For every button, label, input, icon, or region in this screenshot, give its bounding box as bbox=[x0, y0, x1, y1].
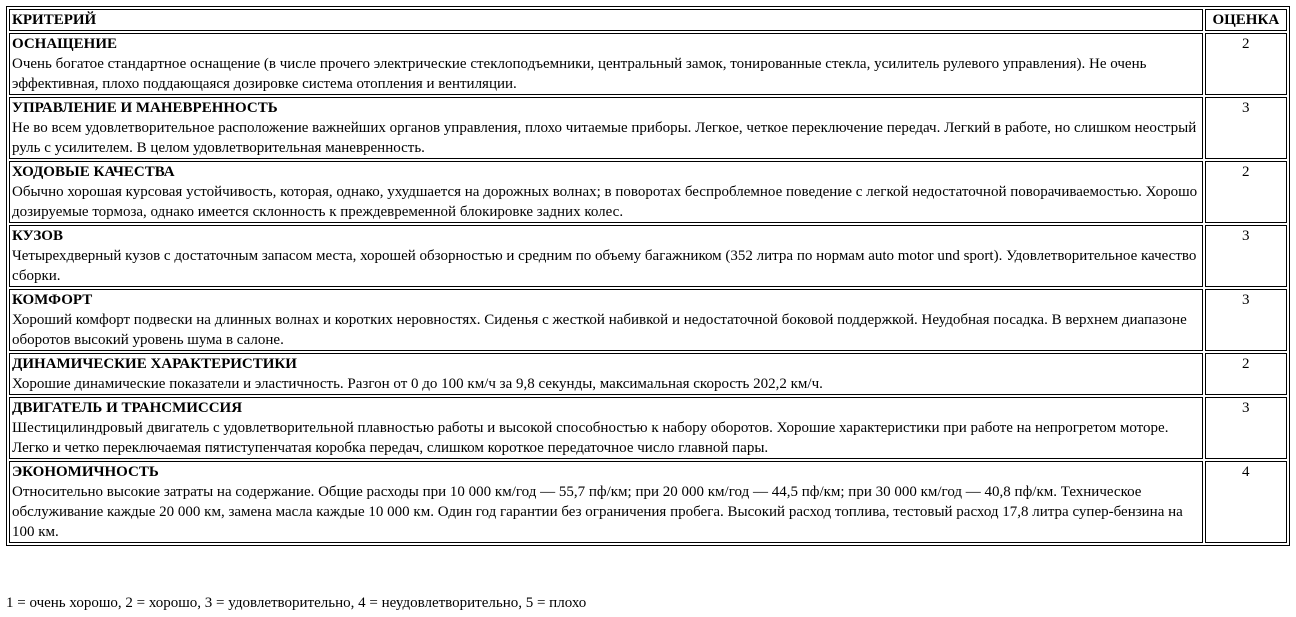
criterion-title: ДВИГАТЕЛЬ И ТРАНСМИССИЯ bbox=[12, 400, 243, 416]
criterion-title: ЭКОНОМИЧНОСТЬ bbox=[12, 464, 159, 480]
criterion-description: Очень богатое стандартное оснащение (в числе прочего электрические стеклоподъемники, центральный замок, тонированные стекла, усилитель рулевого управления). Не очень эффективная, плохо поддающаяся дозировке система отопления и вентиляции. bbox=[12, 56, 1147, 92]
criterion-cell bbox=[9, 225, 1203, 287]
criterion-title: УПРАВЛЕНИЕ И МАНЕВРЕННОСТЬ bbox=[12, 100, 278, 116]
criterion-description: Четырехдверный кузов с достаточным запасом места, хорошей обзорностью и средним по объему багажником (352 литра по нормам auto motor und sport). Удовлетворительное качество сборки. bbox=[12, 248, 1197, 284]
criterion-cell bbox=[9, 33, 1203, 95]
criterion-description: Хорошие динамические показатели и эластичность. Разгон от 0 до 100 км/ч за 9,8 секунды, максимальная скорость 202,2 км/ч. bbox=[12, 376, 823, 392]
header-score: ОЦЕНКА bbox=[1205, 9, 1287, 31]
criterion-cell bbox=[9, 397, 1203, 459]
criterion-description: Не во всем удовлетворительное расположение важнейших органов управления, плохо читаемые приборы. Легкое, четкое переключение передач. Легкий в работе, но слишком неострый руль с усилителем. В целом удовлетворительная маневренность. bbox=[12, 120, 1197, 156]
criterion-description: Относительно высокие затраты на содержание. Общие расходы при 10 000 км/год — 55,7 пф/км; при 20 000 км/год — 44,5 пф/км; при 30 000 км/год — 40,8 пф/км. Техническое обслуживание каждые 20 000 км, замена масла каждые 10 000 км. Один год гарантии без ограничения пробега. Высокий расход топлива, тестовый расход 17,8 литра супер-бензина на 100 км. bbox=[12, 484, 1183, 540]
criterion-cell bbox=[9, 97, 1203, 159]
criterion-description: Обычно хорошая курсовая устойчивость, которая, однако, ухудшается на дорожных волнах; в поворотах беспроблемное поведение с легкой недостаточной поворачиваемостью. Хорошо дозируемые тормоза, однако имеется склонность к преждевременной блокировке задних колес. bbox=[12, 184, 1198, 220]
criteria-table bbox=[6, 6, 1290, 546]
table-row bbox=[9, 97, 1287, 159]
score-legend: 1 = очень хорошо, 2 = хорошо, 3 = удовлетворительно, 4 = неудовлетворительно, 5 = плохо bbox=[6, 595, 587, 611]
table-row bbox=[9, 33, 1287, 95]
criteria-rows bbox=[9, 33, 1287, 543]
table-row bbox=[9, 397, 1287, 459]
header-criterion: КРИТЕРИЙ bbox=[9, 9, 1203, 31]
criterion-cell bbox=[9, 161, 1203, 223]
criterion-cell bbox=[9, 353, 1203, 395]
score-cell: 3 bbox=[1205, 97, 1287, 159]
score-cell: 2 bbox=[1205, 353, 1287, 395]
criterion-description: Хороший комфорт подвески на длинных волнах и коротких неровностях. Сиденья с жесткой набивкой и недостаточной боковой поддержкой. Неудобная посадка. В верхнем диапазоне оборотов высокий уровень шума в салоне. bbox=[12, 312, 1187, 348]
criteria-table-wrapper bbox=[6, 6, 1290, 546]
criterion-cell bbox=[9, 289, 1203, 351]
table-row bbox=[9, 161, 1287, 223]
table-row bbox=[9, 461, 1287, 543]
table-row bbox=[9, 353, 1287, 395]
table-header-row bbox=[9, 9, 1287, 31]
score-cell: 4 bbox=[1205, 461, 1287, 543]
score-cell: 3 bbox=[1205, 225, 1287, 287]
score-cell: 2 bbox=[1205, 33, 1287, 95]
criterion-title: ДИНАМИЧЕСКИЕ ХАРАКТЕРИСТИКИ bbox=[12, 356, 297, 372]
criterion-description: Шестицилиндровый двигатель с удовлетворительной плавностью работы и высокой способностью к набору оборотов. Хорошие характеристики при работе на непрогретом моторе. Легко и четко переключаемая пятиступенчатая коробка передач, слишком короткое передаточное число главной пары. bbox=[12, 420, 1169, 456]
criterion-title: КУЗОВ bbox=[12, 228, 63, 244]
score-cell: 3 bbox=[1205, 397, 1287, 459]
score-cell: 3 bbox=[1205, 289, 1287, 351]
criterion-title: ОСНАЩЕНИЕ bbox=[12, 36, 117, 52]
criterion-title: КОМФОРТ bbox=[12, 292, 93, 308]
criterion-cell bbox=[9, 461, 1203, 543]
table-row bbox=[9, 289, 1287, 351]
score-cell: 2 bbox=[1205, 161, 1287, 223]
criterion-title: ХОДОВЫЕ КАЧЕСТВА bbox=[12, 164, 175, 180]
table-row bbox=[9, 225, 1287, 287]
